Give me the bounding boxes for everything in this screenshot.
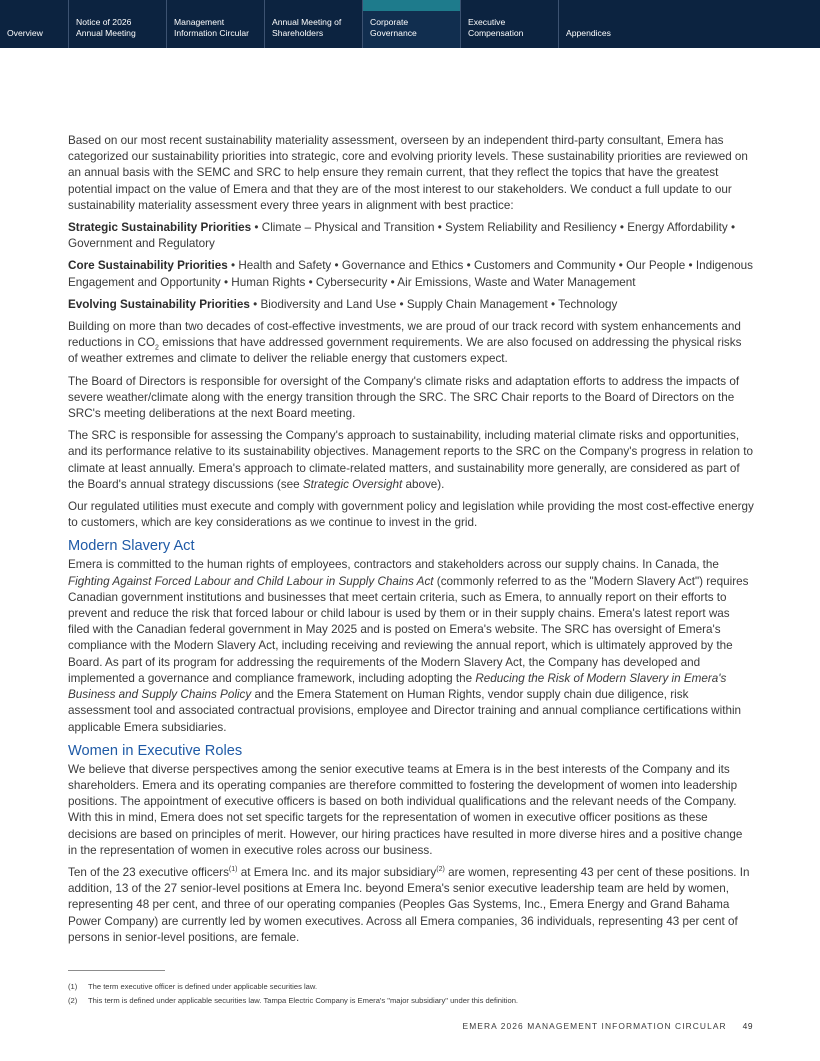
top-navigation [0, 0, 820, 48]
footnote-divider [68, 970, 165, 971]
women-paragraph-2: Ten of the 23 executive officers$^{(1)}$ at Emera Inc. and its major subsidiary$^{(2)}$ are women, representing 43 per cent of these positions. In addition, 13 of the 27 senior-level positions at Emera Inc. beyond Emera's senior executive leadership team are held by women, representing 48 per cent, and three of our operating companies (Peoples Gas Systems, Inc., Emera Energy and Grand Bahama Power Company) are currently led by women executives. Across all Emera companies, 36 individuals, representing 43 per cent of persons in senior-level positions, are female. [68, 865, 750, 944]
src-paragraph: The SRC is responsible for assessing the Company's approach to sustainability, including material climate risks and opportunities, and its performance relative to its sustainability objectives. Management reports to the SRC on the Company's progress in relation to climate at least annually. Emera's approach to climate-related matters, and sustainability more generally, are considered as part of the Board's annual strategy discussions (see Strategic Oversight above). [68, 429, 753, 491]
regulated-utilities-paragraph: Our regulated utilities must execute and comply with government policy and legislation while providing the most cost-effective energy to customers, which are key considerations as we continue to invest in the grid. [68, 500, 754, 530]
core-priorities-text: • Health and Safety • Governance and Ethics • Customers and Community • Our People • Indigenous Engagement and Opportunity • Human Rights • Cybersecurity • Air Emissions, Waste and Water Management [68, 259, 754, 289]
footnote-ref-1[interactable]: (1) [228, 866, 238, 874]
footnote-text: The term executive officer is defined under applicable securities law. [88, 982, 318, 991]
nav-tab-label: Corporate Governance [370, 17, 417, 38]
building-paragraph: Building on more than two decades of cost-effective investments, we are proud of our track record with system enhancements and reductions in $CO_2$ emissions that have addressed government requirements. We are also focused on addressing the physical risks of weather extremes and climate to deliver the reliable energy that customers expect. [68, 320, 742, 366]
intro-paragraph: Based on our most recent sustainability materiality assessment, overseen by an independent third-party consultant, Emera has categorized our sustainability priorities into strategic, core and evolving priority levels. These sustainability priorities are reviewed on an annual basis with the SEMC and SRC to help ensure they remain current, that they reflect the topics that have the greatest potential impact on the value of Emera and that they are of the most interest to our stakeholders. We conduct a full update to our sustainability materiality assessment every three years in alignment with best practice: [68, 134, 748, 212]
nav-tab-notice[interactable] [68, 0, 166, 48]
strategic-priorities-label: Strategic Sustainability Priorities [68, 221, 252, 235]
nav-tab-management-circular[interactable] [166, 0, 264, 48]
nav-tab-label: Management Information Circular [174, 17, 249, 38]
evolving-priorities [68, 297, 754, 313]
nav-tab-corporate-governance[interactable] [362, 0, 460, 48]
policy-title: Reducing the Risk of Modern Slavery in Emera's Business and Supply Chains Policy [68, 671, 727, 702]
nav-tab-label: Executive Compensation [468, 17, 524, 38]
modern-slavery-heading: Modern Slavery Act [68, 538, 195, 555]
evolving-priorities-text: • Biodiversity and Land Use • Supply Chain Management • Technology [249, 297, 618, 311]
women-paragraph-1: We believe that diverse perspectives among the senior executive teams at Emera is in the best interests of the Company and its shareholders. Emera and its operating companies are therefore committed to fostering the development of women into leadership positions. The appointment of executive officers is based on both individual qualifications and the relevant needs of the Company. With this in mind, Emera does not set specific targets for the representation of women in executive officer positions as these decisions are based on principles of merit. However, our hiring practices have resulted in more diverse hires and a positive change in the representation of women in executive roles across our business. [68, 762, 743, 857]
footnote-number: (1) [68, 982, 78, 991]
nav-tab-executive-compensation[interactable] [460, 0, 558, 48]
footnote-item [68, 980, 768, 994]
footer-title: EMERA 2026 MANAGEMENT INFORMATION CIRCULAR [462, 1021, 727, 1031]
nav-tab-label: Overview [7, 28, 43, 38]
nav-tab-label: Annual Meeting of Shareholders [272, 17, 342, 38]
strategic-priorities-text: • Climate – Physical and Transition • System Reliability and Resiliency • Energy Affordability • Government and Regulatory [68, 221, 736, 251]
page-number: 49 [742, 1021, 753, 1031]
women-executive-heading: Women in Executive Roles [68, 742, 243, 759]
page-footer [463, 1021, 753, 1031]
evolving-priorities-label: Evolving Sustainability Priorities [68, 297, 250, 311]
core-priorities [68, 258, 754, 290]
nav-tab-appendices[interactable] [558, 0, 656, 48]
strategic-oversight-reference: Strategic Oversight [302, 477, 403, 491]
footnotes [68, 980, 768, 1007]
nav-tab-label: Notice of 2026 Annual Meeting [76, 17, 136, 38]
board-paragraph: The Board of Directors is responsible for oversight of the Company's climate risks and adaptation efforts to address the impacts of severe weather/climate along with the energy transition through the SRC. The SRC Chair reports to the Board of Directors on the SRC's meeting deliberations at the next Board meeting. [68, 374, 740, 421]
footnote-number: (2) [68, 995, 78, 1005]
co2-subscript: 2 [155, 344, 159, 352]
footnote-ref-2[interactable]: (2) [436, 866, 445, 874]
modern-slavery-paragraph: Emera is committed to the human rights of employees, contractors and stakeholders across our supply chains. In Canada, the Fighting Against Forced Labour and Child Labour in Supply Chains Act (commonly referred to as the "Modern Slavery Act") requires Canadian government institutions and businesses that meet certain criteria, such as Emera, to annually report on their efforts to prevent and reduce the risk that forced labour or child labour is used by them or in their supply chains. Emera's latest report was filed with the Canadian federal government in May 2025 and is posted on Emera's website. The SRC has oversight of Emera's compliance with the Modern Slavery Act, including receiving and reviewing the annual report, which is ultimately approved by the Board. As part of its program for addressing the requirements of the Modern Slavery Act, the Company has developed and implemented a governance and compliance framework, including adopting the Reducing the Risk of Modern Slavery in Emera's Business and Supply Chains Policy and the Emera Statement on Human Rights, vendor supply chain due diligence, risk assessment tool and associated contractual provisions, employee and Director training and annual compliance certifications within applicable Emera subsidiaries. [68, 558, 749, 734]
act-title: Fighting Against Forced Labour and Child Labour in Supply Chains Act [68, 574, 434, 588]
main-content [68, 133, 754, 952]
nav-tab-label: Appendices [566, 28, 611, 38]
footnote-item [68, 994, 768, 1008]
nav-tab-annual-meeting[interactable] [264, 0, 362, 48]
strategic-priorities [68, 220, 754, 252]
footnote-text: This term is defined under applicable securities law. Tampa Electric Company is Emera's "major subsidiary" under this definition. [88, 995, 519, 1005]
nav-tab-overview[interactable] [0, 0, 68, 48]
core-priorities-label: Core Sustainability Priorities [68, 259, 228, 273]
